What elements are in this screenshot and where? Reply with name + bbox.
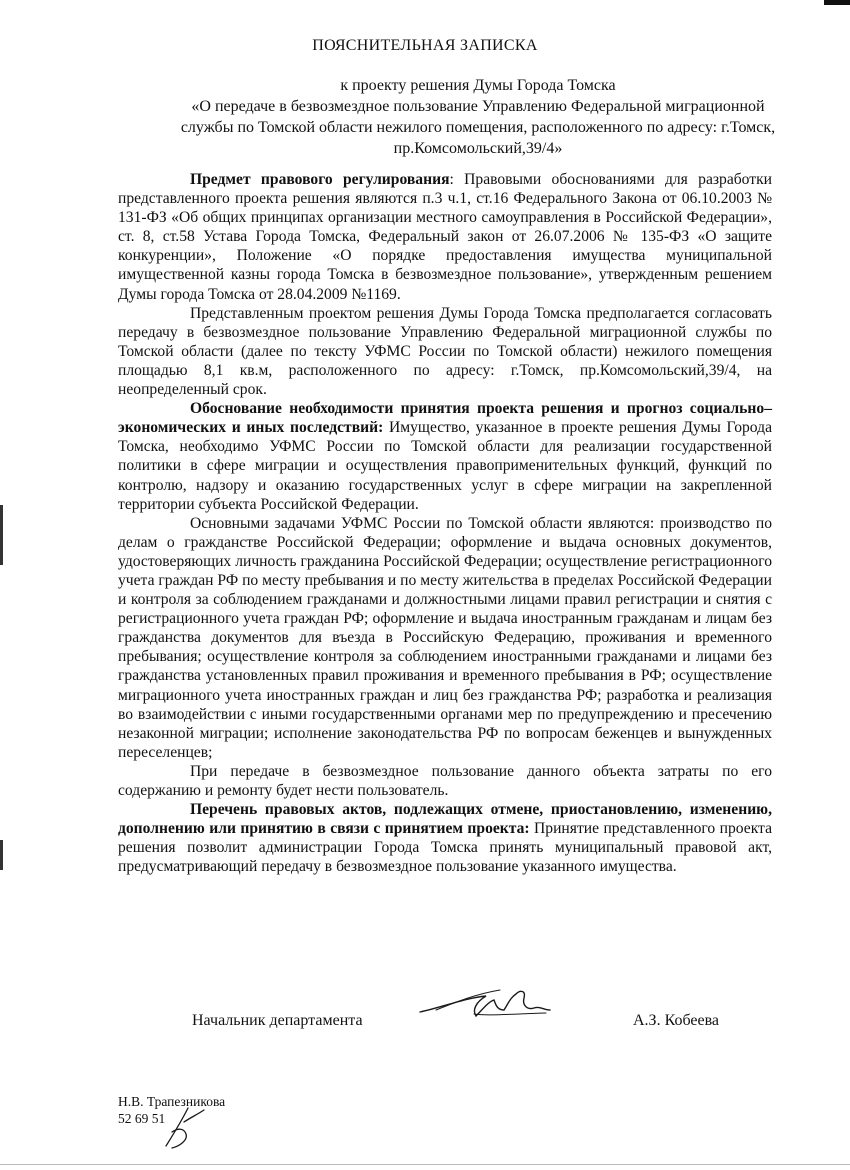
subtitle-line: службы по Томской области нежилого помещения, расположенного по адресу: г.Томск, xyxy=(180,119,776,136)
paragraph-heading: Перечень правовых актов, подлежащих отмене, приостановлению, изменению, дополнению или принятию в связи с принятием проекта: xyxy=(118,801,772,838)
paragraph-text: : Правовыми обоснованиями для разработки представленного проекта решения являются п.3 ч.1, ст.16 Федерального Закона от 06.10.2003 № 131-ФЗ «Об общих принципах организации местного самоуправления в Российской Федерации», ст. 8, ст.58 Устава Города Томска, Федеральный закон от 26.07.2006 № 135-ФЗ «О защите конкуренции», Положение «О порядке предоставления имущества муниципальной имущественной казны города Томска в безвозмездное пользование», утвержденным решением Думы города Томска от 28.04.2009 №1169. xyxy=(118,171,772,303)
subtitle-line: к проекту решения Думы Города Томска xyxy=(340,77,616,94)
signatory-position: Начальник департамента xyxy=(192,1012,363,1029)
paragraph-proposal xyxy=(118,304,772,399)
paragraph-legal-acts xyxy=(118,800,772,876)
paragraph-text: Принятие представленного проекта решения позволит администрации Города Томска принять муниципальный правовой акт, предусматривающий передачу в безвозмездное пользование указанного имущества. xyxy=(118,820,772,876)
executor-phone: 52 69 51 xyxy=(118,1111,166,1126)
document-title: ПОЯСНИТЕЛЬНАЯ ЗАПИСКА xyxy=(312,37,538,54)
paragraph-text: При передаче в безвозмездное пользование данного объекта затраты по его содержанию и ремонту будет нести пользователь. xyxy=(118,762,772,799)
subtitle-line: «О передаче в безвозмездное пользование Управлению Федеральной миграционной xyxy=(191,98,765,115)
paragraph-justification xyxy=(118,399,772,514)
scan-edge-mark xyxy=(0,505,3,565)
document-body xyxy=(118,170,772,876)
paragraph-text: Основными задачами УФМС России по Томской области являются: производство по делам о гражданстве Российской Федерации; оформление и выдача основных документов, удостоверяющих личность гражданина Российской Федерации; осуществление регистрационного учета граждан РФ по месту пребывания и по месту жительства в пределах Российской Федерации и контроля за соблюдением гражданами и должностными лицами правил регистрации и снятия с регистрационного учета граждан РФ; оформление и выдача иностранным гражданам и лицам без гражданства документов для въезда в Российскую Федерацию, проживания и временного пребывания; осуществление контроля за соблюдением иностранными гражданами и лицами без гражданства установленных правил проживания и временного пребывания в РФ; осуществление миграционного учета иностранных граждан и лиц без гражданства РФ; разработка и реализация во взаимодействии с иными государственными органами мер по предупреждению и пресечению незаконной миграции; исполнение законодательства РФ по вопросам беженцев и вынужденных переселенцев; xyxy=(118,514,772,761)
scan-bottom-edge xyxy=(0,1164,850,1165)
paragraph-subject xyxy=(118,170,772,304)
scan-corner-mark xyxy=(824,0,850,5)
document-subtitle xyxy=(118,75,838,159)
paragraph-heading: Предмет правового регулирования xyxy=(190,171,450,188)
subtitle-line: пр.Комсомольский,39/4» xyxy=(393,140,563,157)
signatory-name: А.З. Кобеева xyxy=(633,1012,720,1029)
paragraph-tasks xyxy=(118,514,772,762)
initials-signature xyxy=(158,1106,208,1152)
paragraph-text: Представленным проектом решения Думы Города Томска предполагается согласовать передачу в безвозмездное пользование Управлению Федеральной миграционной службы по Томской области (далее по тексту УФМС России по Томской области) нежилого помещения площадью 8,1 кв.м, расположенного по адресу: г.Томск, пр.Комсомольский,39/4, на неопределенный срок. xyxy=(118,304,772,399)
executor-name: Н.В. Трапезникова xyxy=(118,1094,226,1109)
scan-edge-mark xyxy=(0,840,3,870)
handwritten-signature xyxy=(416,980,556,1030)
paragraph-heading: Обоснование необходимости принятия проекта решения и прогноз социально–экономических и иных последствий: xyxy=(118,400,772,437)
paragraph-costs xyxy=(118,762,772,800)
paragraph-text: Имущество, указанное в проекте решения Думы Города Томска, необходимо УФМС России по Томской области для реализации государственной политики в сфере миграции и осуществления правоприменительных функций, функций по контролю, надзору и оказанию государственных услуг в сфере миграции на закрепленной территории субъекта Российской Федерации. xyxy=(118,419,772,513)
